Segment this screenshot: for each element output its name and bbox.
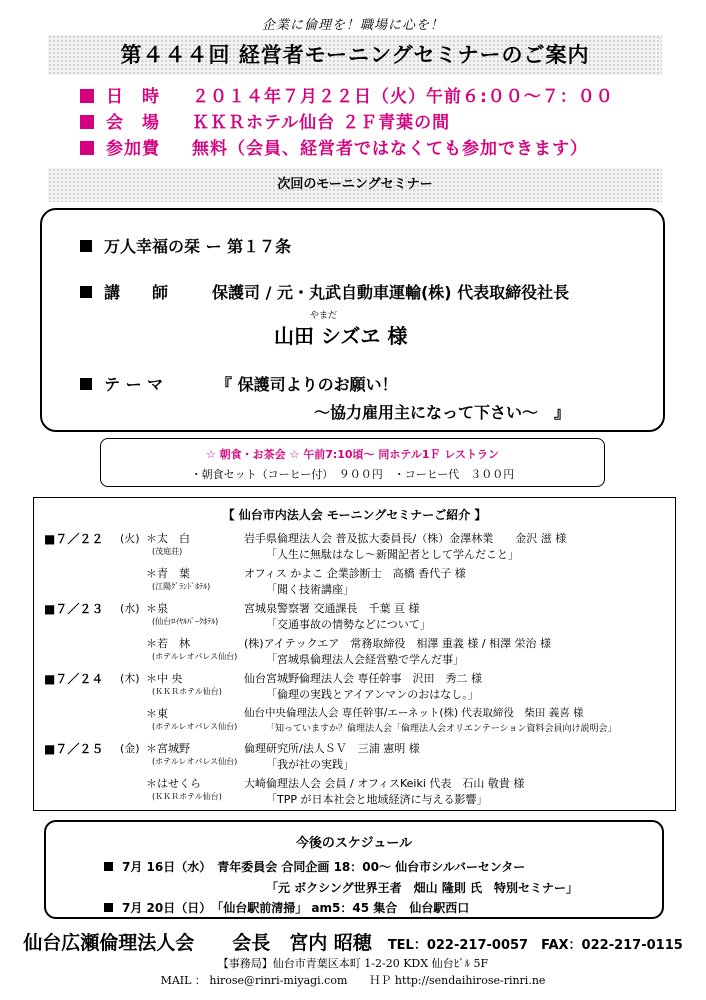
row-chapter: ＊東: [146, 707, 168, 720]
row-speaker: (株)アイテックエア 常務取締役 相澤 重義 様 / 相澤 栄治 様: [244, 637, 552, 650]
breakfast-headline: ☆ 朝食・お茶会 ☆ 午前7:10頃～ 同ホテル1Ｆ レストラン: [205, 448, 499, 461]
schedule-item-2: 7月 20日（日） 「仙台駅前清掃」 am5：45 集合 仙台駅西口: [104, 899, 469, 916]
schedule-item-1-detail: 「元 ボクシング世界王者 畑山 隆則 氏 特別セミナー」: [266, 881, 578, 895]
info-date: 日 時 ２０１４年７月２２日（火）午前６:００～７：００: [80, 82, 614, 107]
row-topic: 「我が社の実践」: [266, 758, 354, 771]
schedule-box: [44, 820, 664, 919]
bullet-square-icon: [80, 378, 92, 390]
row-date: ■７／２５: [44, 742, 104, 756]
row-venue: (仙台ﾛｲﾔﾙﾊﾟｰｸﾎﾃﾙ): [152, 617, 219, 626]
schedule-item-1: 7月 16日（水） 青年委員会 合同企画 18：00～ 仙台市シルバーセンター: [104, 858, 525, 875]
row-venue: (ホテルレオパレス仙台): [152, 652, 238, 661]
bullet-square-icon: [104, 903, 113, 912]
book-line: 万人幸福の栞 ー 第１７条: [80, 234, 291, 257]
row-venue: (ＫＫＲホテル仙台): [152, 687, 222, 696]
bullet-square-icon: [80, 240, 92, 252]
theme-line: テ ー マ 『 保護司よりのお願い！: [80, 372, 398, 395]
theme-subtitle: ～協力雇用主になって下さい～ 』: [314, 403, 571, 422]
row-weekday: (火): [120, 532, 140, 545]
seminar-intro-box: [33, 497, 676, 811]
row-chapter: ＊太 白: [146, 532, 190, 545]
organization-line: [0, 928, 706, 955]
row-topic: 「聞く技術講座」: [266, 583, 354, 596]
row-topic: 「宮城県倫理法人会経営塾で学んだ事」: [266, 653, 464, 666]
intro-row-sub: [34, 581, 677, 597]
row-venue: (江陽ｸﾞﾗﾝﾄﾞﾎﾃﾙ): [152, 582, 211, 591]
row-speaker: 岩手県倫理法人会 普及拡大委員長/（株）金澤林業 金沢 滋 様: [244, 532, 567, 545]
organization-name: 仙台広瀬倫理法人会 会長 宮内 昭穂: [23, 932, 372, 954]
row-date: ■７／２４: [44, 672, 104, 686]
row-venue: (ＫＫＲホテル仙台): [152, 792, 222, 801]
bullet-square-icon: [80, 115, 94, 129]
row-weekday: (水): [120, 602, 140, 615]
tagline: 企業に倫理を！職場に心を！: [261, 18, 444, 33]
info-venue: 会 場 ＫＫＲホテル仙台 ２Ｆ青葉の間: [80, 108, 450, 133]
row-chapter: ＊中 央: [146, 672, 183, 685]
row-topic: 「TPP が日本社会と地域経済に与える影響」: [266, 793, 488, 806]
bullet-square-icon: [104, 862, 113, 871]
intro-row: [34, 740, 677, 756]
intro-title: 【 仙台市内法人会 モーニングセミナーご紹介 】: [222, 508, 487, 522]
lecturer-furigana: やまだ: [310, 311, 338, 321]
row-venue: (茂庭荘): [152, 547, 183, 556]
intro-row: [34, 530, 677, 546]
intro-row-sub: [34, 721, 677, 737]
row-weekday: (金): [120, 742, 140, 755]
intro-row-sub: [34, 686, 677, 702]
intro-row: [34, 565, 677, 581]
contact-line: MAIL ： hirose@rinri-miyagi.com ＨＰ http://sendaihirose-rinri.ne: [160, 974, 546, 987]
seminar-details-box: [40, 208, 665, 432]
intro-row: [34, 705, 677, 721]
row-chapter: ＊青 葉: [146, 567, 190, 580]
bullet-square-icon: [80, 286, 92, 298]
row-chapter: ＊泉: [146, 602, 168, 615]
row-speaker: オフィス かよこ 企業診断士 高橋 香代子 様: [244, 567, 466, 580]
phone-fax: TEL：022-217-0057 FAX：022-217-0115: [387, 938, 683, 953]
intro-row: [34, 635, 677, 651]
row-topic: 「倫理の実践とアイアンマンのおはなし。」: [266, 688, 479, 701]
row-chapter: ＊若 林: [146, 637, 190, 650]
row-speaker: 宮城泉警察署 交通課長 千葉 亘 様: [244, 602, 420, 615]
intro-row: [34, 600, 677, 616]
intro-row: [34, 775, 677, 791]
intro-row-sub: [34, 546, 677, 562]
row-speaker: 大崎倫理法人会 会員 / オフィスKeiki 代表 石山 敬貴 様: [244, 777, 525, 790]
row-topic: 「人生に無駄はなし～新聞記者として学んだこと」: [266, 548, 519, 561]
next-seminar-heading: 次回のモーニングセミナー: [277, 177, 433, 192]
lecturer-line: 講 師 保護司 / 元・丸武自動車運輸(株) 代表取締役社長: [80, 280, 569, 303]
row-speaker: 仙台宮城野倫理法人会 専任幹事 沢田 秀二 様: [244, 672, 482, 685]
title-banner: [48, 35, 662, 75]
row-topic: 「交通事故の情勢などについて」: [266, 618, 431, 631]
row-speaker: 仙台中央倫理法人会 専任幹事/エーネット(株) 代表取締役 柴田 義喜 様: [244, 707, 584, 719]
row-venue: (ホテルレオパレス仙台): [152, 757, 238, 766]
row-weekday: (木): [120, 672, 140, 685]
row-venue: (ホテルレオパレス仙台): [152, 722, 238, 731]
row-chapter: ＊宮城野: [146, 742, 190, 755]
row-topic: 「知っていますか？倫理法人会「倫理法人会オリエンテーション資料会員向け説明会」: [266, 724, 617, 734]
intro-row-sub: [34, 756, 677, 772]
intro-row-sub: [34, 651, 677, 667]
bullet-square-icon: [80, 141, 94, 155]
bullet-square-icon: [80, 89, 94, 103]
office-address: 【事務局】仙台市青葉区本町 1-2-20 KDX 仙台ﾋﾞﾙ 5F: [217, 957, 489, 970]
info-fee: 参加費 無料（会員、経営者ではなくても参加できます）: [80, 134, 588, 159]
row-date: ■７／２２: [44, 532, 104, 546]
intro-row-sub: [34, 791, 677, 807]
row-date: ■７／２３: [44, 602, 104, 616]
breakfast-box: [100, 438, 605, 487]
intro-row: [34, 670, 677, 686]
lecturer-name: 山田 シズヱ 様: [274, 324, 408, 348]
row-chapter: ＊はせくら: [146, 777, 201, 790]
schedule-title: 今後のスケジュール: [295, 836, 413, 851]
next-seminar-banner: [48, 168, 662, 202]
row-speaker: 倫理研究所/法人ＳＶ 三浦 憲明 様: [244, 742, 420, 755]
page-title: 第４４４回 経営者モーニングセミナーのご案内: [120, 43, 590, 67]
breakfast-prices: ・朝食セット（コーヒー付） ９００円 ・コーヒー代 ３００円: [190, 468, 515, 481]
intro-row-sub: [34, 616, 677, 632]
